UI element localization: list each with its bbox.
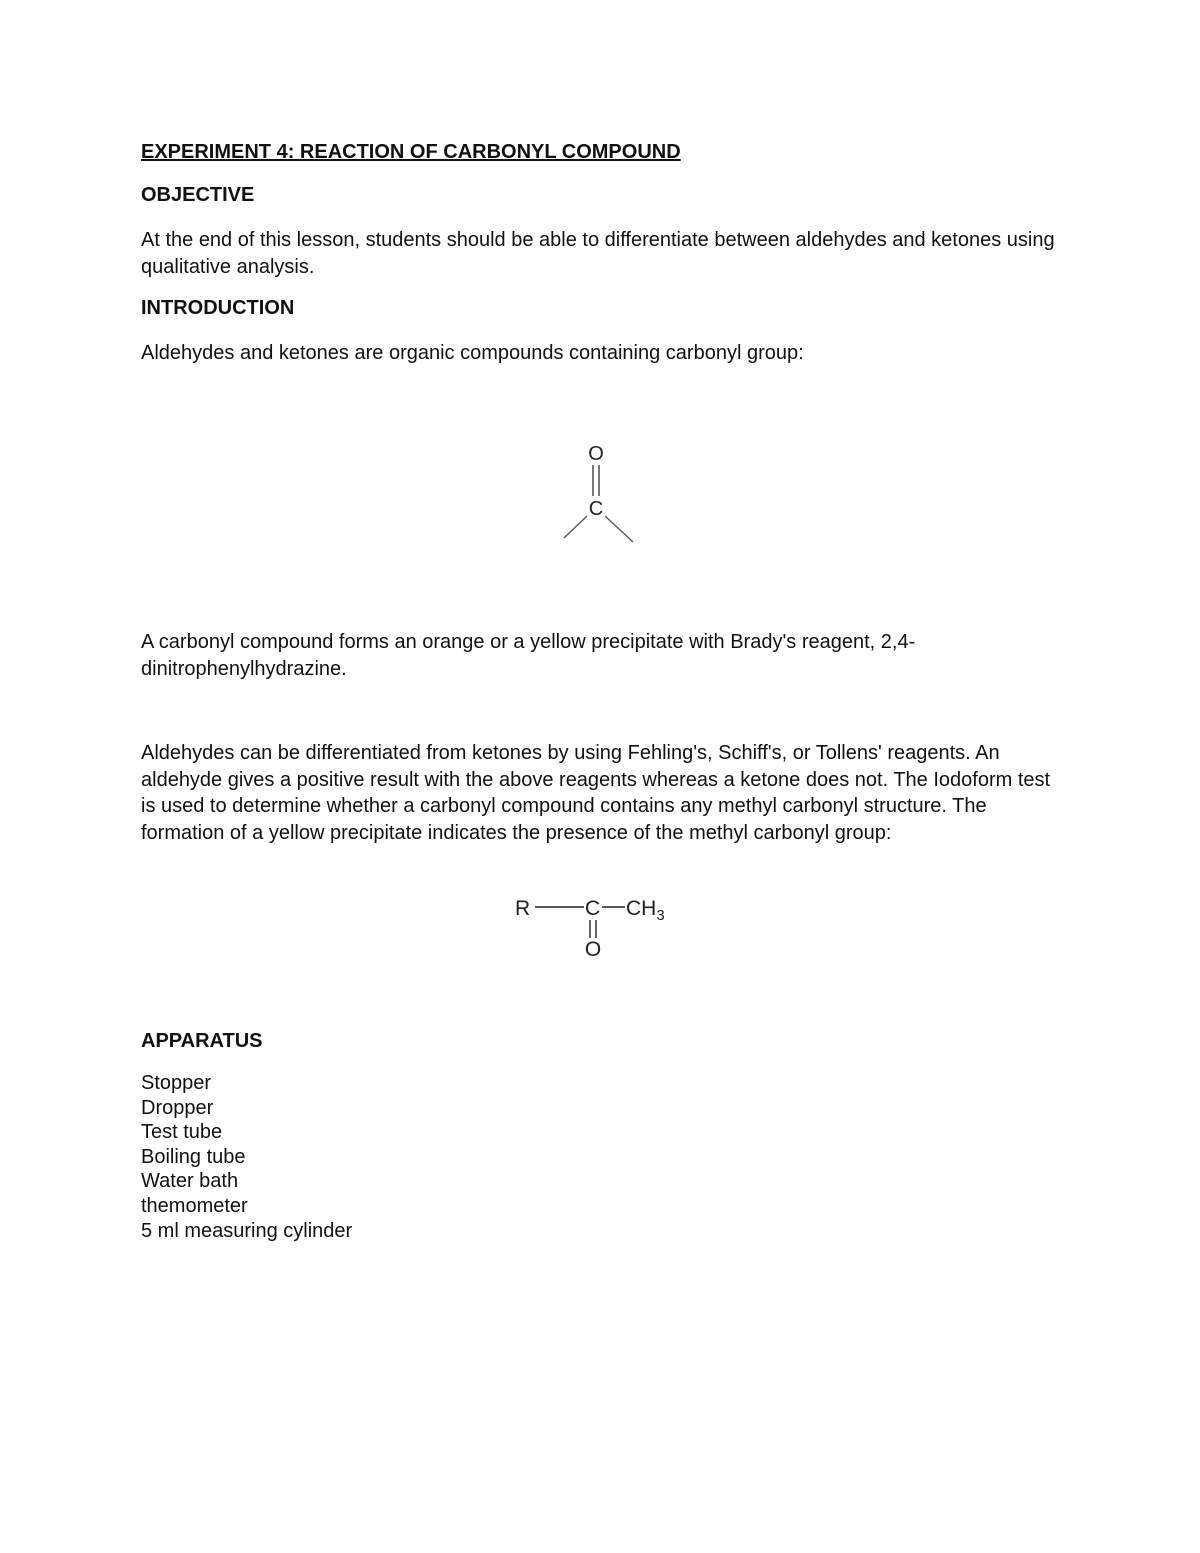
apparatus-item-boiling-tube: Boiling tube (141, 1145, 246, 1168)
methyl-group-label (626, 897, 665, 924)
document-title: EXPERIMENT 4: REACTION OF CARBONYL COMPOUND (141, 141, 681, 163)
apparatus-item-measuring-cylinder: 5 ml measuring cylinder (141, 1219, 353, 1242)
apparatus-heading: APPARATUS (141, 1030, 263, 1052)
apparatus-item-thermometer: themometer (141, 1194, 248, 1217)
introduction-heading: INTRODUCTION (141, 297, 295, 319)
methyl-carbonyl-structure-diagram (507, 890, 677, 962)
objective-heading: OBJECTIVE (141, 184, 255, 206)
apparatus-item-water-bath: Water bath (141, 1170, 239, 1193)
introduction-paragraph-2: A carbonyl compound forms an orange or a yellow precipitate with Brady's reagent, 2,4-dinitrophenylhydrazine. (141, 631, 916, 680)
introduction-paragraph-3: Aldehydes can be differentiated from ketones by using Fehling's, Schiff's, or Tollens' reagents. An aldehyde gives a positive result with the above reagents whereas a ketone does not. The Iodoform test is used to determine whether a carbonyl compound contains any methyl carbonyl structure. The formation of a yellow precipitate indicates the presence of the methyl carbonyl group: (141, 742, 1051, 844)
objective-text: At the end of this lesson, students should be able to differentiate between aldehydes and ketones using qualitative analysis. (141, 229, 1055, 278)
carbonyl-structure-diagram (551, 438, 651, 548)
carbonyl-oxygen-label: O (584, 938, 602, 961)
apparatus-item-dropper: Dropper (141, 1096, 214, 1119)
methyl-ch-text: CH (626, 897, 657, 920)
apparatus-item-test-tube: Test tube (141, 1121, 223, 1144)
oxygen-atom-label: O (588, 443, 604, 465)
carbon-atom-label: C (588, 498, 604, 520)
apparatus-list (141, 1071, 352, 1243)
introduction-paragraph-1: Aldehydes and ketones are organic compounds containing carbonyl group: (141, 342, 804, 364)
apparatus-item-stopper: Stopper (141, 1072, 212, 1094)
carbonyl-carbon-label: C (585, 897, 601, 920)
r-group-label: R (515, 897, 531, 920)
methyl-subscript-3: 3 (656, 907, 665, 924)
